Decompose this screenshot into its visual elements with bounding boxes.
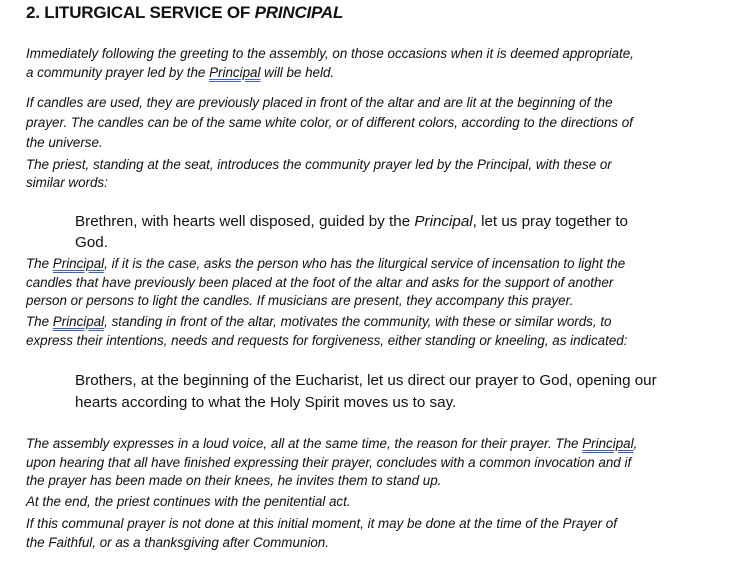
text-span: will be held. bbox=[260, 65, 335, 80]
quote1-line1 bbox=[75, 213, 628, 230]
para4-line2: candles that have previously been placed at the foot of the altar and asks for the support of another bbox=[26, 275, 614, 290]
text-span: Brethren, with hearts well disposed, guided by the bbox=[75, 213, 415, 230]
heading-text: 2. LITURGICAL SERVICE OF bbox=[26, 3, 255, 22]
para6-line3: the prayer has been made on their knees, he invites them to stand up. bbox=[26, 473, 442, 488]
text-span: The bbox=[26, 256, 53, 271]
para5-line1 bbox=[26, 314, 611, 329]
principal-link[interactable]: Principal bbox=[52, 256, 105, 271]
section-heading bbox=[26, 3, 343, 23]
text-span: The bbox=[26, 314, 53, 329]
quote1-line2: God. bbox=[75, 234, 108, 251]
text-span: The assembly expresses in a loud voice, all at the same time, the reason for their prayer. The bbox=[26, 436, 583, 451]
heading-italic-text: PRINCIPAL bbox=[254, 3, 344, 22]
quote2-line1: Brothers, at the beginning of the Eucharist, let us direct our prayer to God, opening our bbox=[75, 372, 657, 389]
text-span: , standing in front of the altar, motivates the community, with these or similar words, to bbox=[104, 314, 612, 329]
para8-line1: If this communal prayer is not done at this initial moment, it may be done at the time of the Prayer of bbox=[26, 516, 617, 531]
text-span-italic: Principal bbox=[414, 213, 473, 230]
principal-link[interactable]: Principal bbox=[209, 65, 261, 80]
para6-line2: upon hearing that all have finished expressing their prayer, concludes with a common invocation and if bbox=[26, 455, 632, 470]
para1-line2 bbox=[26, 65, 334, 80]
quote2-line2: hearts according to what the Holy Spirit moves us to say. bbox=[75, 394, 457, 411]
text-span: , if it is the case, asks the person who has the liturgical service of incensation to light the bbox=[104, 256, 626, 271]
para8-line2: the Faithful, or as a thanksgiving after Communion. bbox=[26, 535, 329, 550]
para2-line3: the universe. bbox=[26, 135, 103, 150]
para5-line2: express their intentions, needs and requests for forgiveness, either standing or kneeling, as indicated: bbox=[26, 333, 628, 348]
principal-link[interactable]: Principal bbox=[52, 314, 105, 329]
text-span: a community prayer led by the bbox=[26, 65, 210, 80]
principal-link[interactable]: Principal bbox=[582, 436, 634, 451]
para3-line1: The priest, standing at the seat, introduces the community prayer led by the Principal, with these or bbox=[26, 157, 612, 172]
text-span: , bbox=[633, 436, 638, 451]
para4-line1 bbox=[26, 256, 625, 271]
para2-line1: If candles are used, they are previously placed in front of the altar and are lit at the beginning of the bbox=[26, 95, 613, 110]
para2-line2: prayer. The candles can be of the same white color, or of different colors, according to the directions of bbox=[26, 115, 633, 130]
para6-line1 bbox=[26, 436, 637, 451]
para4-line3: person or persons to light the candles. If musicians are present, they accompany this prayer. bbox=[26, 293, 574, 308]
text-span: , let us pray together to bbox=[472, 213, 628, 230]
para7-line1: At the end, the priest continues with the penitential act. bbox=[26, 494, 351, 509]
para3-line2: similar words: bbox=[26, 175, 108, 190]
para1-line1: Immediately following the greeting to the assembly, on those occasions when it is deemed appropriate, bbox=[26, 46, 634, 61]
